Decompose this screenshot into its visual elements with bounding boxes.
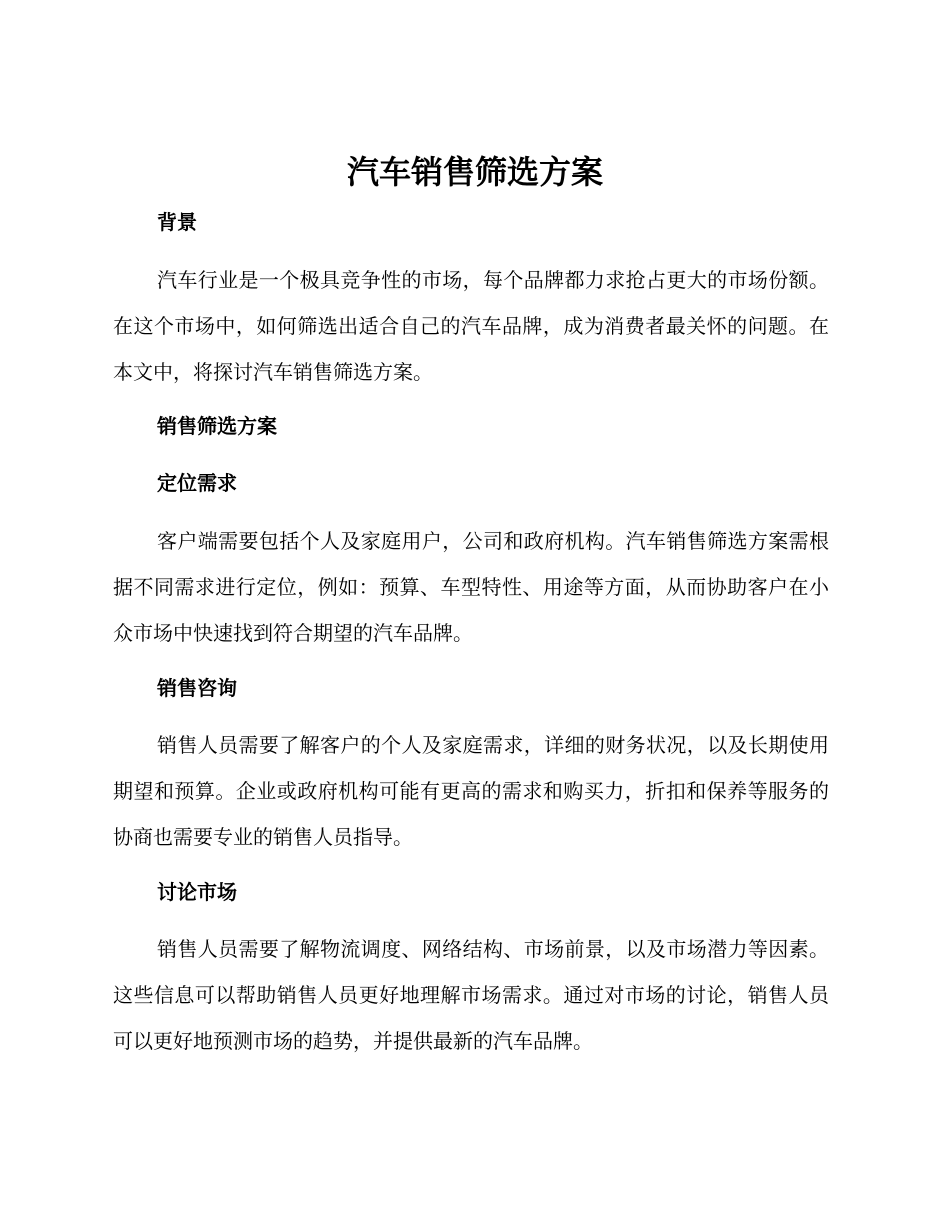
heading-background: 背景 bbox=[157, 210, 197, 234]
paragraph-background: 汽车行业是一个极具竞争性的市场，每个品牌都力求抢占更大的市场份额。在这个市场中，如何筛选出适合自己的汽车品牌，成为消费者最关怀的问题。在本文中，将探讨汽车销售筛选方案。 bbox=[113, 268, 829, 384]
paragraph-positioning: 客户端需要包括个人及家庭用户，公司和政府机构。汽车销售筛选方案需根据不同需求进行定位，例如：预算、车型特性、用途等方面，从而协助客户在小众市场中快速找到符合期望的汽车品牌。 bbox=[113, 529, 829, 645]
heading-consulting: 销售咨询 bbox=[157, 676, 237, 700]
heading-sales-plan: 销售筛选方案 bbox=[157, 414, 277, 438]
heading-market: 讨论市场 bbox=[157, 880, 237, 904]
document-title: 汽车销售筛选方案 bbox=[346, 153, 603, 191]
heading-positioning: 定位需求 bbox=[157, 471, 237, 495]
paragraph-consulting: 销售人员需要了解客户的个人及家庭需求，详细的财务状况，以及长期使用期望和预算。企业或政府机构可能有更高的需求和购买力，折扣和保养等服务的协商也需要专业的销售人员指导。 bbox=[113, 733, 829, 849]
paragraph-market: 销售人员需要了解物流调度、网络结构、市场前景，以及市场潜力等因素。这些信息可以帮助销售人员更好地理解市场需求。通过对市场的讨论，销售人员可以更好地预测市场的趋势，并提供最新的汽车品牌。 bbox=[113, 937, 829, 1053]
